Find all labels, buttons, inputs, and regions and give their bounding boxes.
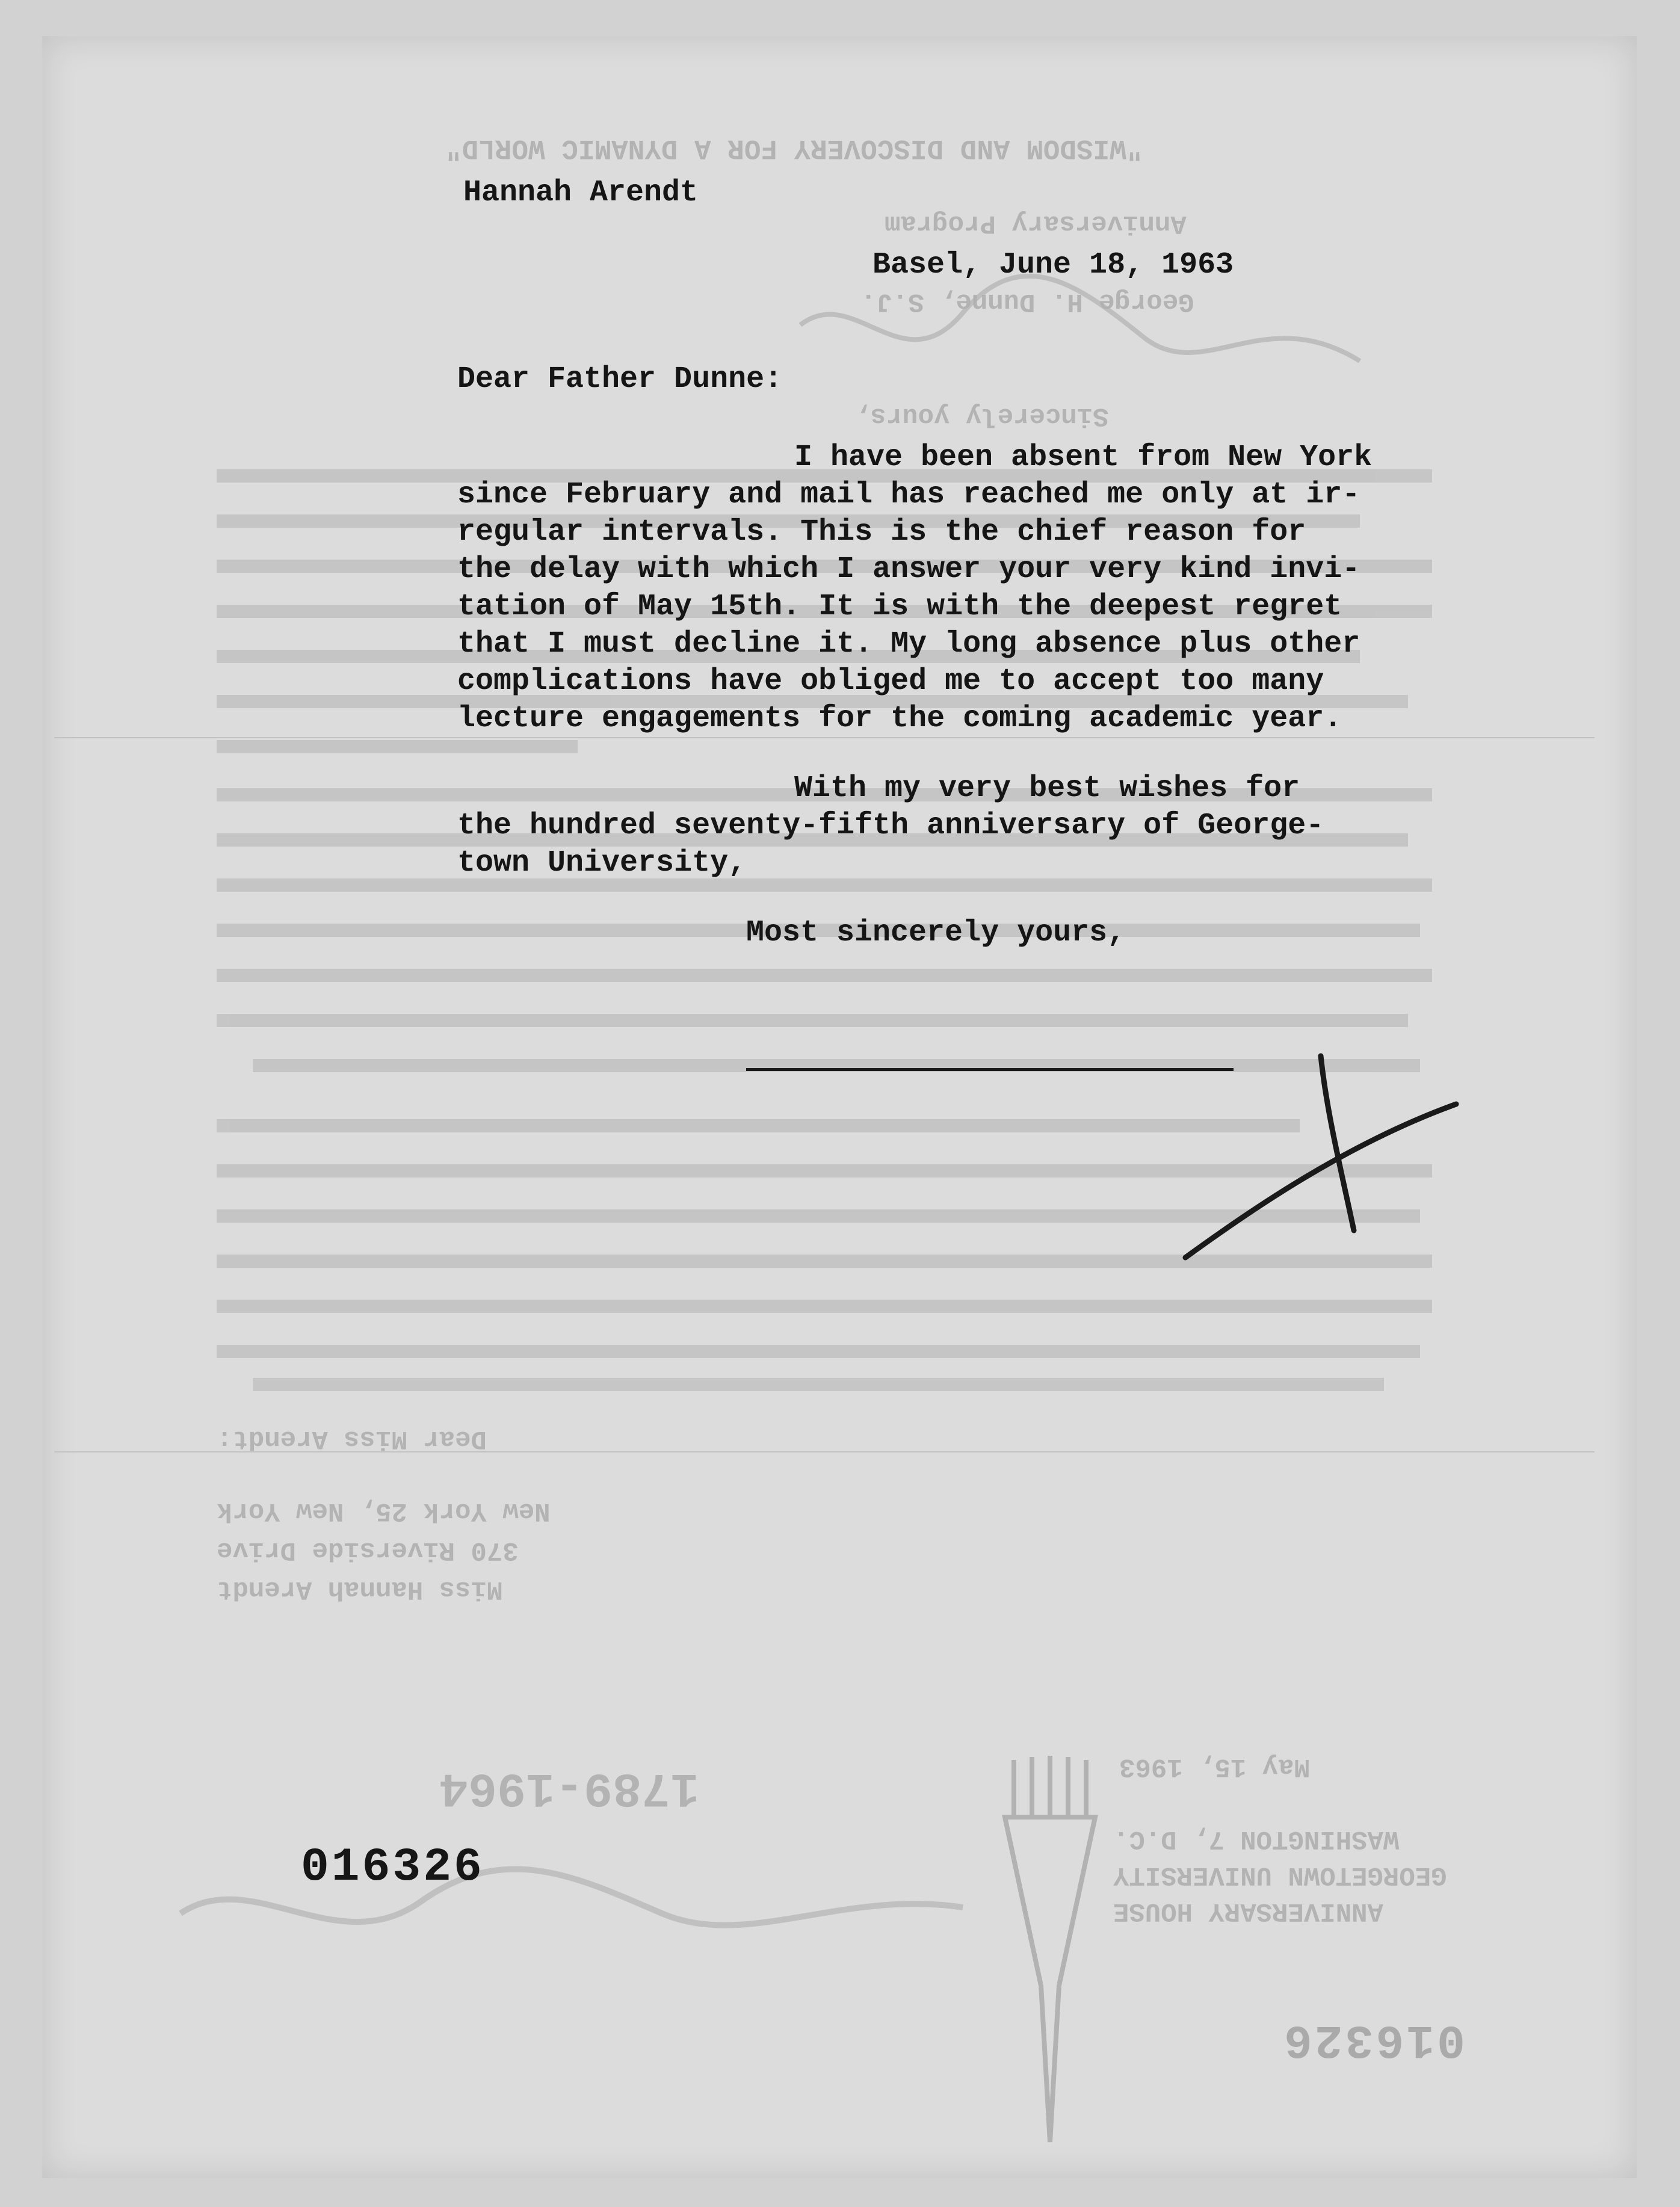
bleed-program-line-2: George H. Dunne, S.J. — [860, 286, 1194, 316]
bleed-greeting: Dear Miss Arendt: — [217, 1424, 487, 1454]
paragraph1-line-1: I have been absent from New York — [794, 440, 1373, 475]
bleed-header-motto: "WISDOM AND DISCOVERY FOR A DYNAMIC WORLD" — [445, 132, 1143, 164]
paragraph1-line-6: that I must decline it. My long absence plus other — [457, 627, 1360, 661]
paragraph1-line-4: the delay with which I answer your very kind invi- — [457, 552, 1360, 587]
paragraph1-line-2: since February and mail has reached me only at ir- — [457, 478, 1360, 512]
bleed-letterhead-line-1: ANNIVERSARY HOUSE — [1113, 1896, 1383, 1926]
paragraph1-line-5: tation of May 15th. It is with the deepest regret — [457, 590, 1342, 624]
sender-name: Hannah Arendt — [463, 176, 699, 210]
bleed-number: 016326 — [1282, 2013, 1465, 2066]
bleed-years: 1789-1964 — [439, 1760, 700, 1815]
closing: Most sincerely yours, — [746, 916, 1126, 950]
bleed-closing: Sincerely yours, — [854, 401, 1109, 431]
bleed-address-line-1: Miss Hannah Arendt — [217, 1574, 503, 1604]
place-date: Basel, June 18, 1963 — [872, 248, 1234, 282]
bleed-letter-date: May 15, 1963 — [1119, 1752, 1310, 1782]
salutation: Dear Father Dunne: — [457, 362, 783, 397]
bleed-letterhead-line-2: GEORGETOWN UNIVERSITY — [1113, 1860, 1447, 1890]
paragraph2-line-3: town University, — [457, 846, 747, 880]
signature-line — [746, 1068, 1234, 1071]
paragraph1-line-8: lecture engagements for the coming academic year. — [457, 702, 1342, 736]
paragraph2-line-2: the hundred seventy-fifth anniversary of George- — [457, 809, 1324, 843]
document-number: 016326 — [301, 1841, 484, 1894]
paragraph1-line-7: complications have obliged me to accept too many — [457, 664, 1324, 699]
bleed-letterhead-line-3: WASHINGTON 7, D.C. — [1113, 1824, 1400, 1854]
paragraph2-line-1: With my very best wishes for — [794, 771, 1300, 806]
bleed-program-line-1: Anniversary Program — [885, 208, 1187, 238]
bleed-address-line-3: New York 25, New York — [217, 1496, 551, 1526]
bleed-address-line-2: 370 Riverside Drive — [217, 1535, 519, 1565]
paragraph1-line-3: regular intervals. This is the chief reason for — [457, 515, 1306, 549]
